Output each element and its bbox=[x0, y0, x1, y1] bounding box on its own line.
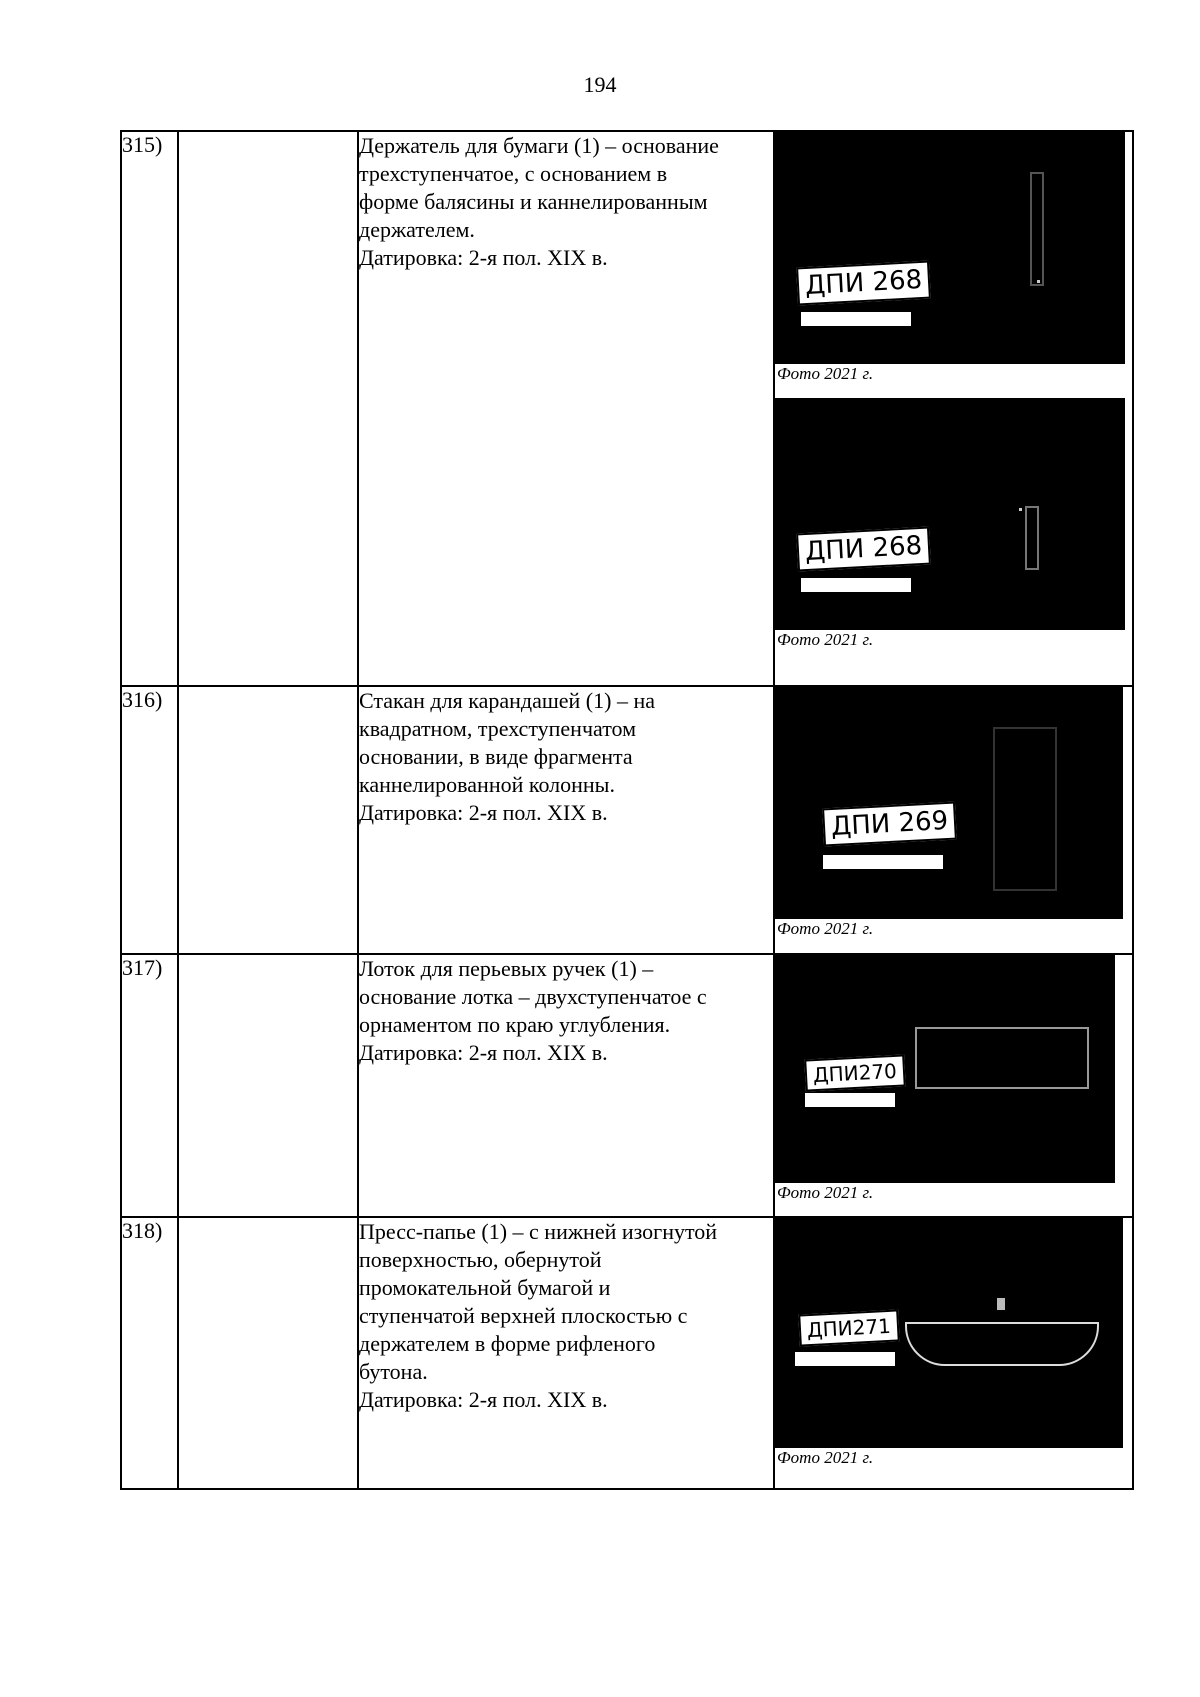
photo-block bbox=[775, 132, 1132, 384]
item-number: 316) bbox=[121, 686, 178, 954]
tag-stand bbox=[805, 1093, 895, 1107]
empty-cell bbox=[178, 131, 358, 686]
paper-holder-object bbox=[1030, 172, 1044, 286]
photo-cell bbox=[774, 1217, 1133, 1489]
item-number: 315) bbox=[121, 131, 178, 686]
item-number: 318) bbox=[121, 1217, 178, 1489]
table-row bbox=[121, 686, 1133, 954]
object-photo bbox=[775, 1218, 1123, 1448]
inventory-tag: ДПИ 268 bbox=[796, 527, 931, 572]
photo-caption: Фото 2021 г. bbox=[777, 364, 874, 383]
table-row bbox=[121, 131, 1133, 686]
photo-block bbox=[775, 398, 1132, 650]
item-description: Стакан для карандашей (1) – на квадратном, трехступенчатом основании, в виде фрагмента каннелированной колонны. Датировка: 2-я пол. XIX в. bbox=[358, 686, 774, 954]
object-photo bbox=[775, 132, 1125, 364]
photo-cell bbox=[774, 954, 1133, 1217]
photo-caption: Фото 2021 г. bbox=[777, 1183, 874, 1202]
photo-caption: Фото 2021 г. bbox=[777, 1448, 874, 1467]
empty-cell bbox=[178, 686, 358, 954]
inventory-tag: ДПИ270 bbox=[804, 1054, 905, 1091]
table-row bbox=[121, 954, 1133, 1217]
paper-holder-object bbox=[1025, 506, 1039, 570]
pen-tray-object bbox=[915, 1027, 1089, 1089]
item-description: Пресс-папье (1) – с нижней изогнутой поверхностью, обернутой промокательной бумагой и ступенчатой верхней плоскостью с держателем в форме рифленого бутона. Датировка: 2-я пол. XIX в. bbox=[358, 1217, 774, 1489]
speck bbox=[997, 1298, 1005, 1310]
inventory-tag: ДПИ 269 bbox=[822, 802, 957, 847]
photo-block bbox=[775, 1218, 1132, 1468]
inventory-tag: ДПИ 268 bbox=[796, 261, 931, 306]
object-photo bbox=[775, 955, 1115, 1183]
blotter-object bbox=[905, 1322, 1099, 1366]
object-photo bbox=[775, 398, 1125, 630]
registry-table bbox=[120, 130, 1134, 1490]
item-number: 317) bbox=[121, 954, 178, 1217]
page-number: 194 bbox=[583, 72, 617, 97]
tag-stand bbox=[795, 1352, 895, 1366]
item-description: Лоток для перьевых ручек (1) – основание лотка – двухступенчатое с орнаментом по краю углубления. Датировка: 2-я пол. XIX в. bbox=[358, 954, 774, 1217]
empty-cell bbox=[178, 954, 358, 1217]
photo-cell bbox=[774, 131, 1133, 686]
pencil-cup-object bbox=[993, 727, 1057, 891]
photo-caption: Фото 2021 г. bbox=[777, 919, 874, 938]
table-row bbox=[121, 1217, 1133, 1489]
tag-stand bbox=[801, 578, 911, 592]
speck bbox=[1019, 508, 1022, 511]
photo-caption: Фото 2021 г. bbox=[777, 630, 874, 649]
photo-block bbox=[775, 687, 1132, 939]
empty-cell bbox=[178, 1217, 358, 1489]
item-description: Держатель для бумаги (1) – основание трехступенчатое, с основанием в форме балясины и каннелированным держателем. Датировка: 2-я пол. XIX в. bbox=[358, 131, 774, 686]
tag-stand bbox=[801, 312, 911, 326]
photo-cell bbox=[774, 686, 1133, 954]
object-photo bbox=[775, 687, 1123, 919]
tag-stand bbox=[823, 855, 943, 869]
speck bbox=[1037, 280, 1040, 283]
photo-block bbox=[775, 955, 1132, 1203]
inventory-tag: ДПИ271 bbox=[798, 1309, 899, 1346]
